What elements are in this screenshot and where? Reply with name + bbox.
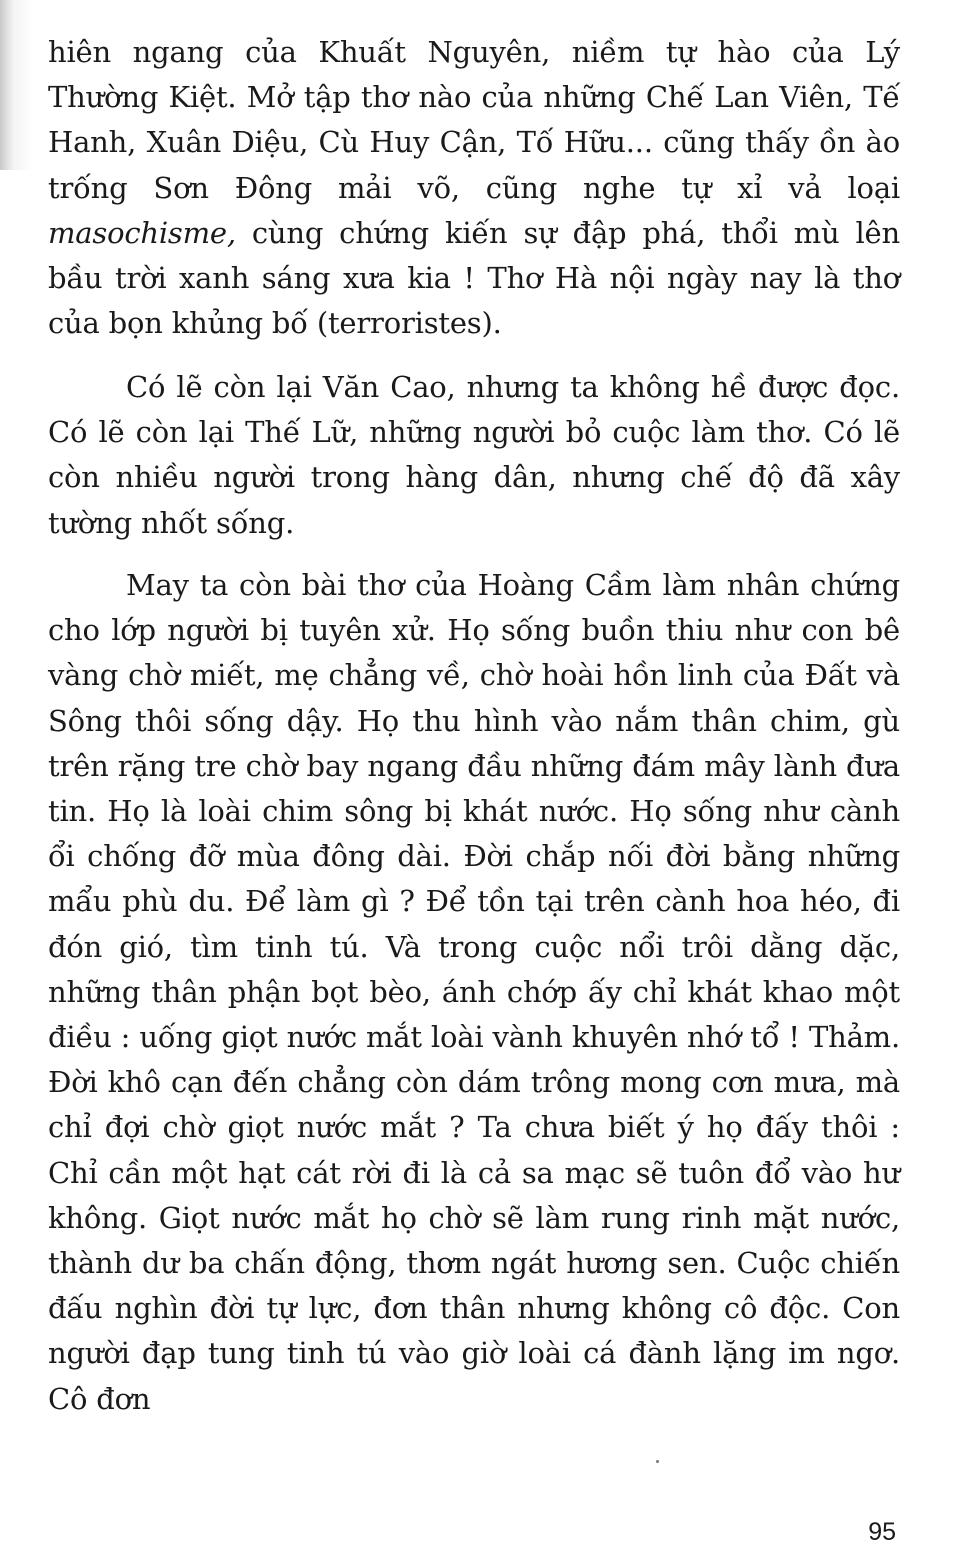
paragraph-3 [48,563,900,1422]
paragraph-1-text-b: cùng chứng kiến sự đập phá, thổi mù lên bầu trời xanh sáng xưa kia ! Thơ Hà nội ngày nay là thơ của bọn khủng bố (terroristes). [48,215,900,341]
paragraph-1 [48,30,900,346]
paragraph-1-text-a: hiên ngang của Khuất Nguyên, niềm tự hào của Lý Thường Kiệt. Mở tập thơ nào của những Chế Lan Viên, Tế Hanh, Xuân Diệu, Cù Huy Cận, Tố Hữu... cũng thấy ồn ào trống Sơn Đông mải võ, cũng nghe tự xỉ vả loại [48,35,900,205]
paragraph-1-italic-term: masochisme, [48,215,236,250]
page-number: 95 [868,1518,896,1546]
scan-edge-shadow [0,0,34,170]
paragraph-2-text: Có lẽ còn lại Văn Cao, nhưng ta không hề được đọc. Có lẽ còn lại Thế Lữ, những người bỏ cuộc làm thơ. Có lẽ còn nhiều người trong hàng dân, nhưng chế độ đã xây tường nhốt sống. [48,370,900,540]
paragraph-2 [48,365,900,546]
scan-speck [656,1460,659,1463]
paragraph-3-text: May ta còn bài thơ của Hoàng Cầm làm nhân chứng cho lớp người bị tuyên xử. Họ sống buồn thiu như con bê vàng chờ miết, mẹ chẳng về, chờ hoài hồn linh của Đất và Sông thôi sống dậy. Họ thu hình vào nắm thân chim, gù trên rặng tre chờ bay ngang đầu những đám mây lành đưa tin. Họ là loài chim sông bị khát nước. Họ sống như cành ổi chống đỡ mùa đông dài. Đời chắp nối đời bằng những mẩu phù du. Để làm gì ? Để tồn tại trên cành hoa héo, đi đón gió, tìm tinh tú. Và trong cuộc nổi trôi dằng dặc, những thân phận bọt bèo, ánh chớp ấy chỉ khát khao một điều : uống giọt nước mắt loài vành khuyên nhớ tổ ! Thảm. Đời khô cạn đến chẳng còn dám trông mong cơn mưa, mà chỉ đợi chờ giọt nước mắt ? Ta chưa biết ý họ đấy thôi : Chỉ cần một hạt cát rời đi là cả sa mạc sẽ tuôn đổ vào hư không. Giọt nước mắt họ chờ sẽ làm rung rinh mặt nước, thành dư ba chấn động, thơm ngát hương sen. Cuộc chiến đấu nghìn đời tự lực, đơn thân nhưng không cô độc. Con người đạp tung tinh tú vào giờ loài cá đành lặng im ngơ. Cô đơn [48,568,900,1416]
